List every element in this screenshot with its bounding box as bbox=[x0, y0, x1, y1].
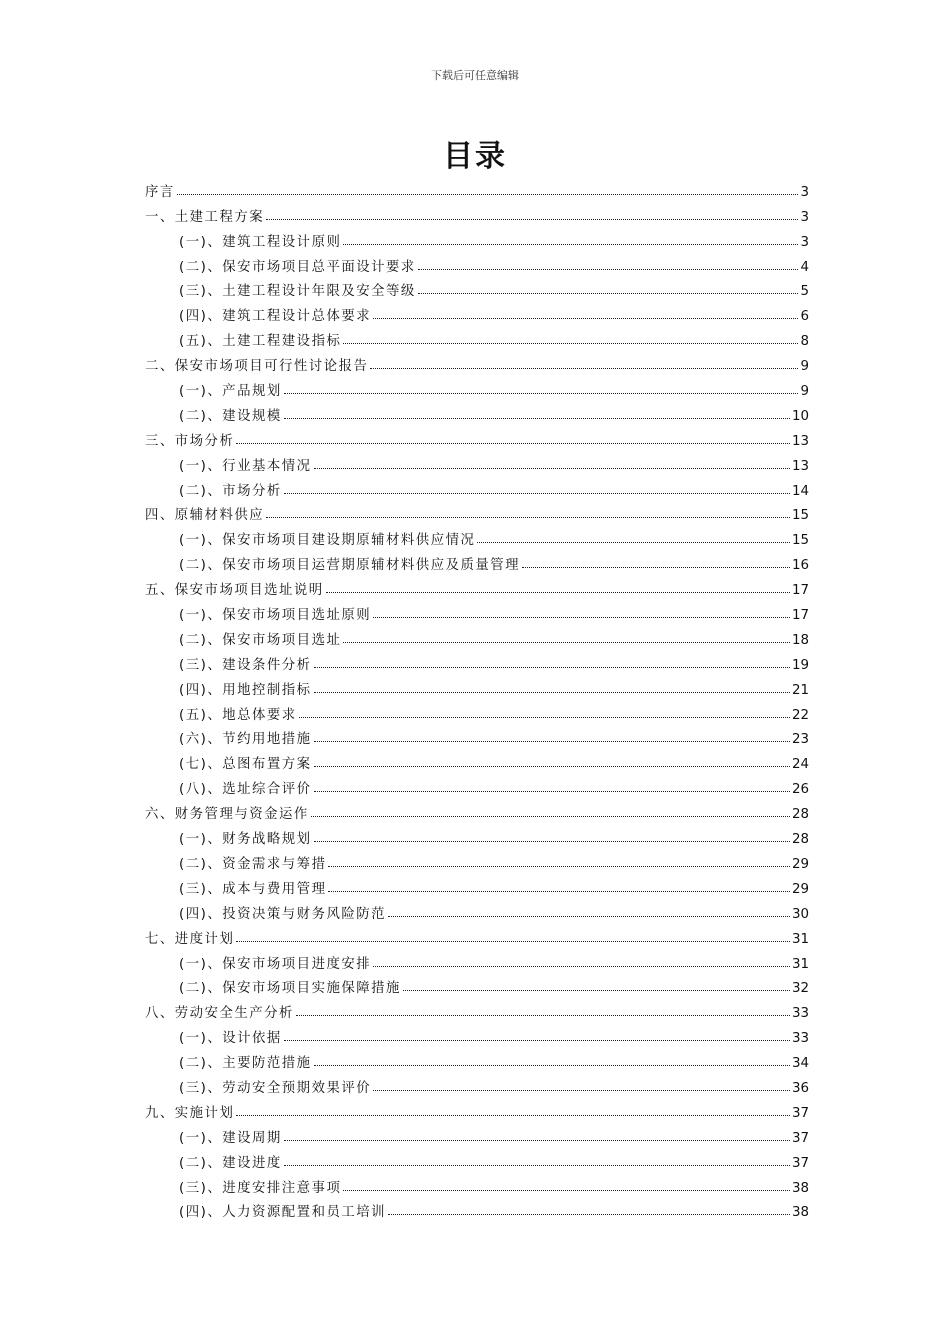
toc-entry-page-number: 9 bbox=[800, 359, 809, 375]
toc-entry-page-number: 33 bbox=[791, 1031, 809, 1047]
toc-entry-label: (五)、地总体要求 bbox=[179, 707, 297, 723]
toc-entry-label: (三)、劳动安全预期效果评价 bbox=[179, 1080, 372, 1096]
dot-leader bbox=[388, 916, 790, 917]
dot-leader bbox=[236, 443, 790, 444]
toc-entry-label: (二)、主要防范措施 bbox=[179, 1056, 312, 1072]
dot-leader bbox=[370, 368, 798, 369]
toc-entry-page-number: 21 bbox=[791, 682, 809, 698]
toc-title: 目录 bbox=[443, 139, 507, 174]
toc-entry-label: (二)、市场分析 bbox=[179, 483, 282, 499]
toc-entry[interactable] bbox=[145, 225, 809, 250]
dot-leader bbox=[284, 1165, 790, 1166]
toc-entry[interactable] bbox=[145, 324, 809, 349]
toc-entry-label: (一)、保安市场项目选址原则 bbox=[179, 608, 372, 624]
toc-entry-page-number: 28 bbox=[791, 807, 809, 823]
toc-entry[interactable] bbox=[145, 200, 809, 225]
toc-entry-label: (二)、建设规模 bbox=[179, 408, 282, 424]
dot-leader bbox=[314, 692, 790, 693]
toc-entry-page-number: 23 bbox=[791, 732, 809, 748]
toc-entry-page-number: 14 bbox=[791, 483, 809, 499]
toc-entry[interactable] bbox=[145, 275, 809, 300]
toc-entry-page-number: 18 bbox=[791, 632, 809, 648]
toc-entry-page-number: 19 bbox=[791, 657, 809, 673]
toc-entry-page-number: 37 bbox=[791, 1155, 809, 1171]
dot-leader bbox=[328, 866, 789, 867]
toc-entry-label: 七、进度计划 bbox=[145, 931, 235, 947]
toc-entry-page-number: 32 bbox=[791, 981, 809, 997]
toc-entry-label: (三)、成本与费用管理 bbox=[179, 881, 327, 897]
dot-leader bbox=[284, 1140, 790, 1141]
dot-leader bbox=[314, 667, 790, 668]
toc-entry-page-number: 4 bbox=[800, 259, 809, 275]
toc-entry-page-number: 6 bbox=[800, 309, 809, 325]
toc-entry-page-number: 28 bbox=[791, 832, 809, 848]
toc-entry[interactable] bbox=[145, 1021, 809, 1046]
toc-entry-label: (二)、建设进度 bbox=[179, 1155, 282, 1171]
toc-entry[interactable] bbox=[145, 996, 809, 1021]
dot-leader bbox=[343, 642, 790, 643]
toc-entry[interactable] bbox=[145, 922, 809, 947]
toc-entry[interactable] bbox=[145, 822, 809, 847]
dot-leader bbox=[284, 1040, 790, 1041]
toc-entry-page-number: 3 bbox=[800, 184, 809, 200]
toc-entry-label: (三)、进度安排注意事项 bbox=[179, 1180, 342, 1196]
toc-entry-label: (七)、总图布置方案 bbox=[179, 757, 312, 773]
toc-entry-page-number: 29 bbox=[791, 881, 809, 897]
toc-entry-page-number: 15 bbox=[791, 533, 809, 549]
toc-entry-page-number: 3 bbox=[800, 234, 809, 250]
toc-entry-label: (二)、保安市场项目选址 bbox=[179, 632, 342, 648]
toc-entry[interactable] bbox=[145, 1046, 809, 1071]
toc-entry[interactable] bbox=[145, 947, 809, 972]
toc-entry[interactable] bbox=[145, 972, 809, 997]
toc-entry-label: 九、实施计划 bbox=[145, 1105, 235, 1121]
dot-leader bbox=[373, 617, 790, 618]
dot-leader bbox=[373, 966, 790, 967]
toc-entry-label: (一)、建设周期 bbox=[179, 1130, 282, 1146]
toc-entry-label: (二)、资金需求与筹措 bbox=[179, 856, 327, 872]
toc-entry[interactable] bbox=[145, 548, 809, 573]
toc-entry[interactable] bbox=[145, 1071, 809, 1096]
toc-entry-page-number: 10 bbox=[791, 408, 809, 424]
toc-entry[interactable] bbox=[145, 573, 809, 598]
toc-entry-page-number: 24 bbox=[791, 757, 809, 773]
toc-entry-page-number: 31 bbox=[791, 956, 809, 972]
toc-entry-page-number: 29 bbox=[791, 856, 809, 872]
toc-entry-label: (三)、建设条件分析 bbox=[179, 657, 312, 673]
toc-entry-label: 序言 bbox=[145, 184, 175, 200]
toc-entry-label: (四)、人力资源配置和员工培训 bbox=[179, 1205, 387, 1221]
toc-entry[interactable] bbox=[145, 299, 809, 324]
toc-entry-label: (八)、选址综合评价 bbox=[179, 782, 312, 798]
dot-leader bbox=[266, 219, 798, 220]
toc-entry-page-number: 34 bbox=[791, 1056, 809, 1072]
toc-entry-label: (六)、节约用地措施 bbox=[179, 732, 312, 748]
dot-leader bbox=[373, 318, 798, 319]
toc-entry[interactable] bbox=[145, 1121, 809, 1146]
toc-entry-page-number: 38 bbox=[791, 1205, 809, 1221]
toc-entry[interactable] bbox=[145, 1146, 809, 1171]
dot-leader bbox=[177, 194, 799, 195]
dot-leader bbox=[236, 941, 790, 942]
toc-entry-label: (四)、投资决策与财务风险防范 bbox=[179, 906, 387, 922]
dot-leader bbox=[418, 293, 799, 294]
toc-entry-page-number: 31 bbox=[791, 931, 809, 947]
dot-leader bbox=[314, 791, 790, 792]
toc-entry[interactable] bbox=[145, 772, 809, 797]
dot-leader bbox=[311, 816, 790, 817]
toc-entry-label: (一)、设计依据 bbox=[179, 1031, 282, 1047]
dot-leader bbox=[522, 567, 790, 568]
header-note: 下载后可任意编辑 bbox=[431, 69, 519, 82]
toc-entry[interactable] bbox=[145, 723, 809, 748]
dot-leader bbox=[236, 1115, 790, 1116]
toc-entry-page-number: 38 bbox=[791, 1180, 809, 1196]
dot-leader bbox=[418, 269, 799, 270]
toc-entry-page-number: 37 bbox=[791, 1130, 809, 1146]
toc-entry[interactable] bbox=[145, 175, 809, 200]
toc-entry-label: (五)、土建工程建设指标 bbox=[179, 334, 342, 350]
toc-entry-page-number: 5 bbox=[800, 284, 809, 300]
toc-entry[interactable] bbox=[145, 399, 809, 424]
toc-entry-label: (一)、建筑工程设计原则 bbox=[179, 234, 342, 250]
toc-entry[interactable] bbox=[145, 499, 809, 524]
dot-leader bbox=[388, 1214, 790, 1215]
dot-leader bbox=[284, 493, 790, 494]
toc-entry[interactable] bbox=[145, 623, 809, 648]
toc-entry-label: 六、财务管理与资金运作 bbox=[145, 807, 309, 823]
dot-leader bbox=[299, 717, 790, 718]
toc-entry-label: 五、保安市场项目选址说明 bbox=[145, 583, 324, 599]
toc-entry-page-number: 30 bbox=[791, 906, 809, 922]
dot-leader bbox=[314, 766, 790, 767]
toc-entry[interactable] bbox=[145, 449, 809, 474]
toc-entry[interactable] bbox=[145, 598, 809, 623]
toc-entry-label: (一)、产品规划 bbox=[179, 384, 282, 400]
toc-entry-page-number: 15 bbox=[791, 508, 809, 524]
dot-leader bbox=[403, 990, 790, 991]
toc-entry-page-number: 37 bbox=[791, 1105, 809, 1121]
toc-entry-label: 三、市场分析 bbox=[145, 433, 235, 449]
dot-leader bbox=[373, 1090, 790, 1091]
toc-entry-label: (一)、保安市场项目建设期原辅材料供应情况 bbox=[179, 533, 476, 549]
dot-leader bbox=[314, 468, 790, 469]
toc-entry-page-number: 16 bbox=[791, 558, 809, 574]
toc-entry-label: (二)、保安市场项目运营期原辅材料供应及质量管理 bbox=[179, 558, 521, 574]
dot-leader bbox=[328, 891, 789, 892]
toc-entry-page-number: 13 bbox=[791, 458, 809, 474]
dot-leader bbox=[314, 841, 790, 842]
toc-entry[interactable] bbox=[145, 1196, 809, 1221]
toc-entry-page-number: 8 bbox=[800, 334, 809, 350]
dot-leader bbox=[314, 1065, 790, 1066]
dot-leader bbox=[326, 592, 790, 593]
dot-leader bbox=[343, 244, 798, 245]
toc-entry[interactable] bbox=[145, 897, 809, 922]
toc-entry-page-number: 26 bbox=[791, 782, 809, 798]
toc-entry[interactable] bbox=[145, 648, 809, 673]
toc-entry-page-number: 17 bbox=[791, 608, 809, 624]
toc-entry[interactable] bbox=[145, 523, 809, 548]
dot-leader bbox=[296, 1015, 790, 1016]
toc-entry[interactable] bbox=[145, 797, 809, 822]
toc-entry-page-number: 33 bbox=[791, 1006, 809, 1022]
toc-entry-page-number: 17 bbox=[791, 583, 809, 599]
toc-entry-page-number: 36 bbox=[791, 1080, 809, 1096]
toc-entry-label: 四、原辅材料供应 bbox=[145, 508, 265, 524]
dot-leader bbox=[477, 542, 790, 543]
toc-entry[interactable] bbox=[145, 847, 809, 872]
toc-entry-label: 八、劳动安全生产分析 bbox=[145, 1006, 294, 1022]
toc-entry-label: (一)、保安市场项目进度安排 bbox=[179, 956, 372, 972]
dot-leader bbox=[266, 517, 790, 518]
toc-entry[interactable] bbox=[145, 474, 809, 499]
toc-entry[interactable] bbox=[145, 250, 809, 275]
toc-entry-label: (二)、保安市场项目总平面设计要求 bbox=[179, 259, 416, 275]
toc-entry-label: (一)、行业基本情况 bbox=[179, 458, 312, 474]
toc-entry[interactable] bbox=[145, 1096, 809, 1121]
toc-entry[interactable] bbox=[145, 1171, 809, 1196]
toc-entry-page-number: 13 bbox=[791, 433, 809, 449]
toc-entry-label: (一)、财务战略规划 bbox=[179, 832, 312, 848]
toc-entry-page-number: 22 bbox=[791, 707, 809, 723]
toc-entry[interactable] bbox=[145, 424, 809, 449]
toc-entry-label: 一、土建工程方案 bbox=[145, 209, 265, 225]
toc-list bbox=[145, 175, 809, 1220]
toc-entry[interactable] bbox=[145, 747, 809, 772]
toc-entry-label: (四)、用地控制指标 bbox=[179, 682, 312, 698]
dot-leader bbox=[314, 741, 790, 742]
toc-entry-label: (四)、建筑工程设计总体要求 bbox=[179, 309, 372, 325]
toc-entry-label: (二)、保安市场项目实施保障措施 bbox=[179, 981, 401, 997]
dot-leader bbox=[343, 1190, 790, 1191]
toc-entry-page-number: 9 bbox=[800, 384, 809, 400]
toc-entry[interactable] bbox=[145, 374, 809, 399]
dot-leader bbox=[284, 418, 790, 419]
dot-leader bbox=[284, 393, 799, 394]
toc-entry-page-number: 3 bbox=[800, 209, 809, 225]
toc-entry[interactable] bbox=[145, 673, 809, 698]
toc-entry[interactable] bbox=[145, 349, 809, 374]
toc-entry-label: (三)、土建工程设计年限及安全等级 bbox=[179, 284, 416, 300]
toc-entry-label: 二、保安市场项目可行性讨论报告 bbox=[145, 359, 369, 375]
toc-entry[interactable] bbox=[145, 698, 809, 723]
toc-entry[interactable] bbox=[145, 872, 809, 897]
dot-leader bbox=[343, 343, 798, 344]
